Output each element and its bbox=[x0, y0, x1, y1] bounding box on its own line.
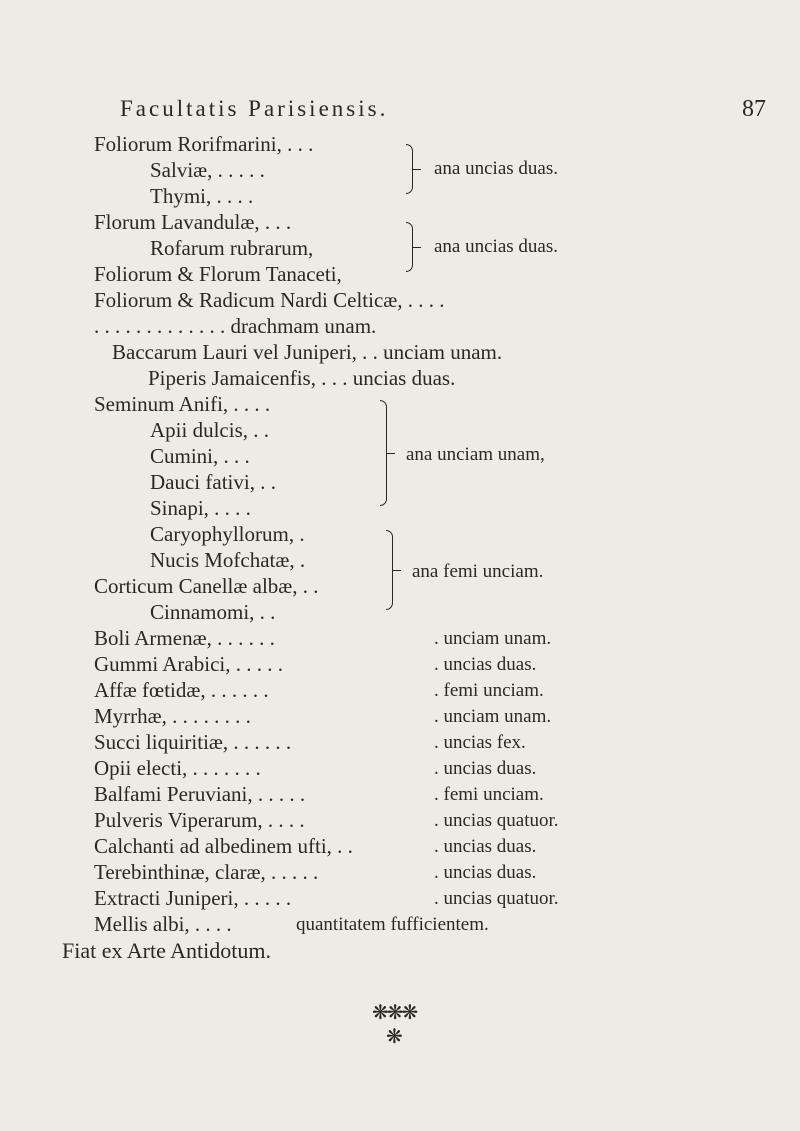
ingredient-line: Gummi Arabici, . . . . . bbox=[94, 652, 283, 676]
page-number: 87 bbox=[742, 96, 766, 122]
ingredient-line: Apii dulcis, . . bbox=[150, 418, 269, 442]
ingredient-line: Myrrhæ, . . . . . . . . bbox=[94, 704, 251, 728]
ingredient-line: Foliorum Rorifmarini, . . . bbox=[94, 132, 314, 156]
dosage-text: . femi unciam. bbox=[434, 680, 544, 701]
dosage-text: . uncias quatuor. bbox=[434, 888, 559, 909]
dosage-text: ana femi unciam. bbox=[412, 561, 544, 582]
dosage-text: . uncias duas. bbox=[434, 862, 537, 883]
ingredient-line: Succi liquiritiæ, . . . . . . bbox=[94, 730, 292, 754]
ingredient-line: Thymi, . . . . bbox=[150, 184, 254, 208]
ingredient-line: Dauci fativi, . . bbox=[150, 470, 276, 494]
dosage-text: ana unciam unam, bbox=[406, 444, 545, 465]
dosage-text: ana uncias duas. bbox=[434, 236, 558, 257]
dosage-text: . uncias fex. bbox=[434, 732, 526, 753]
ingredient-line: Foliorum & Florum Tanaceti, bbox=[94, 262, 342, 286]
dosage-text: quantitatem fufficientem. bbox=[296, 914, 489, 935]
dosage-text: . uncias quatuor. bbox=[434, 810, 559, 831]
dosage-text: . uncias duas. bbox=[434, 654, 537, 675]
dosage-text: ana uncias duas. bbox=[434, 158, 558, 179]
brace-group-2 bbox=[406, 222, 413, 272]
ingredient-line: Salviæ, . . . . . bbox=[150, 158, 265, 182]
ingredient-line: Caryophyllorum, . bbox=[150, 522, 305, 546]
ingredient-line: Mellis albi, . . . . bbox=[94, 912, 232, 936]
ingredient-line: Sinapi, . . . . bbox=[150, 496, 251, 520]
ingredient-line: Seminum Anifi, . . . . bbox=[94, 392, 271, 416]
brace-group-3 bbox=[380, 400, 387, 506]
ingredient-line: Corticum Canellæ albæ, . . bbox=[94, 574, 319, 598]
ingredient-line: Florum Lavandulæ, . . . bbox=[94, 210, 292, 234]
ingredient-line: Opii electi, . . . . . . . bbox=[94, 756, 261, 780]
ornament-top: ❋❋❋ bbox=[372, 1002, 417, 1024]
dosage-text: . uncias duas. bbox=[434, 758, 537, 779]
ingredient-line: Pulveris Viperarum, . . . . bbox=[94, 808, 305, 832]
dosage-text: . unciam unam. bbox=[434, 706, 552, 727]
ingredient-line: Cumini, . . . bbox=[150, 444, 250, 468]
ingredient-line: Affæ fœtidæ, . . . . . . bbox=[94, 678, 269, 702]
ornament-bottom: ❋ bbox=[386, 1026, 403, 1048]
ingredient-line: Baccarum Lauri vel Juniperi, . . unciam unam. bbox=[112, 340, 503, 364]
dosage-text: . unciam unam. bbox=[434, 628, 552, 649]
dosage-text: . femi unciam. bbox=[434, 784, 544, 805]
ingredient-line: Balfami Peruviani, . . . . . bbox=[94, 782, 306, 806]
ingredient-line: Calchanti ad albedinem ufti, . . bbox=[94, 834, 353, 858]
ingredient-line: Nucis Mofchatæ, . bbox=[150, 548, 306, 572]
closing-line: Fiat ex Arte Antidotum. bbox=[62, 938, 271, 963]
ingredient-line: Boli Armenæ, . . . . . . bbox=[94, 626, 275, 650]
ingredient-line: Piperis Jamaicenfis, . . . uncias duas. bbox=[148, 366, 456, 390]
ingredient-line: Rofarum rubrarum, bbox=[150, 236, 314, 260]
ingredient-line: . . . . . . . . . . . . . drachmam unam. bbox=[94, 314, 377, 338]
ingredient-line: Foliorum & Radicum Nardi Celticæ, . . . . bbox=[94, 288, 445, 312]
brace-group-4 bbox=[386, 530, 393, 610]
running-title: Facultatis Parisiensis. bbox=[120, 96, 389, 121]
ingredient-line: Cinnamomi, . . bbox=[150, 600, 276, 624]
dosage-text: . uncias duas. bbox=[434, 836, 537, 857]
ingredient-line: Terebinthinæ, claræ, . . . . . bbox=[94, 860, 319, 884]
ingredient-line: Extracti Juniperi, . . . . . bbox=[94, 886, 292, 910]
brace-group-1 bbox=[406, 144, 413, 194]
